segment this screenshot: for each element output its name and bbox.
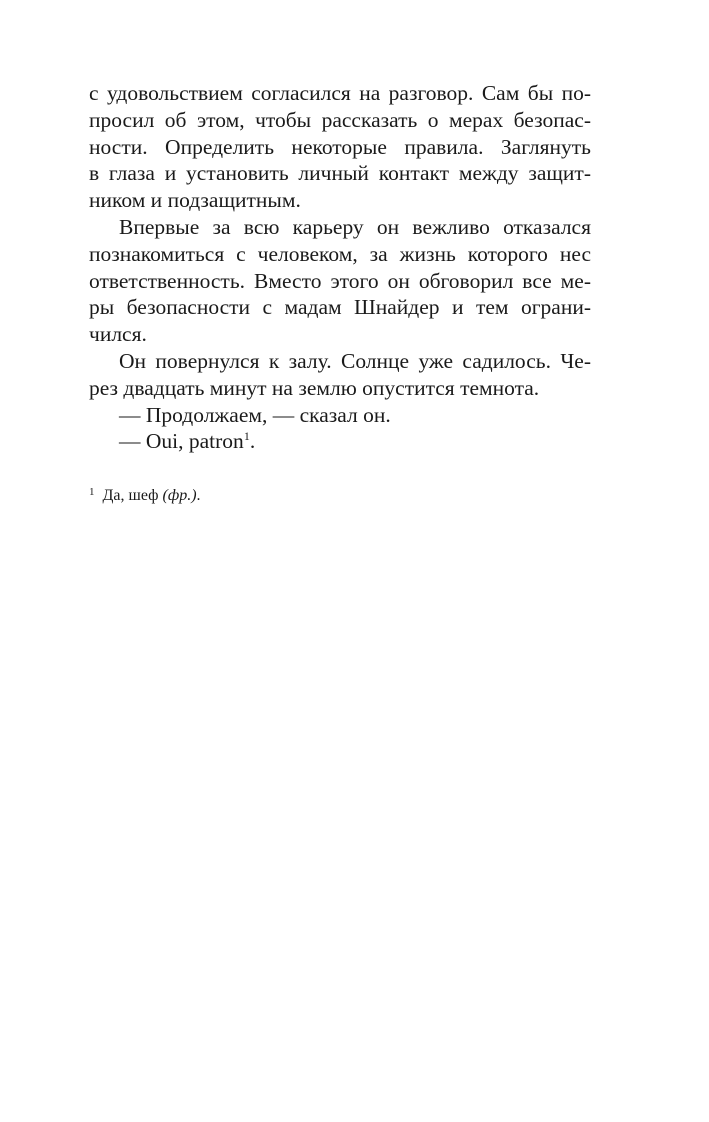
text-line: Он повернулся к залу. Солнце уже садилось. Че-	[119, 348, 591, 373]
text-line: — Продолжаем, — сказал он.	[119, 402, 391, 427]
footnote-language: (фр.)	[162, 487, 197, 504]
footnote-end: .	[196, 487, 201, 504]
text-line: ником и подзащитным.	[89, 188, 301, 213]
text-line: ры безопасности с мадам Шнайдер и тем ограни-	[89, 295, 591, 320]
footnote-marker: 1	[89, 486, 95, 498]
text-line: ности. Определить некоторые правила. Заглянуть	[89, 134, 591, 159]
footnote-text: Да, шеф	[102, 487, 159, 504]
text-line-last	[89, 428, 591, 455]
text-line: рез двадцать минут на землю опустится темнота.	[89, 375, 540, 400]
text-line: ответственность. Вместо этого он обговорил все ме-	[89, 268, 591, 293]
sentence-end: .	[249, 429, 256, 454]
text-line: просил об этом, чтобы рассказать о мерах безопас-	[89, 107, 591, 132]
footnote	[89, 481, 201, 507]
dialogue-text: — Oui, patron	[119, 429, 244, 454]
main-text	[89, 80, 591, 455]
footnote-reference[interactable]: 1	[243, 429, 250, 444]
text-line: с удовольствием согласился на разговор. Сам бы по-	[89, 81, 591, 105]
text-line: чился.	[89, 322, 147, 347]
text-line: Впервые за всю карьеру он вежливо отказался	[119, 214, 591, 239]
text-line: в глаза и установить личный контакт между защит-	[89, 161, 591, 186]
text-line: познакомиться с человеком, за жизнь которого нес	[89, 241, 591, 266]
